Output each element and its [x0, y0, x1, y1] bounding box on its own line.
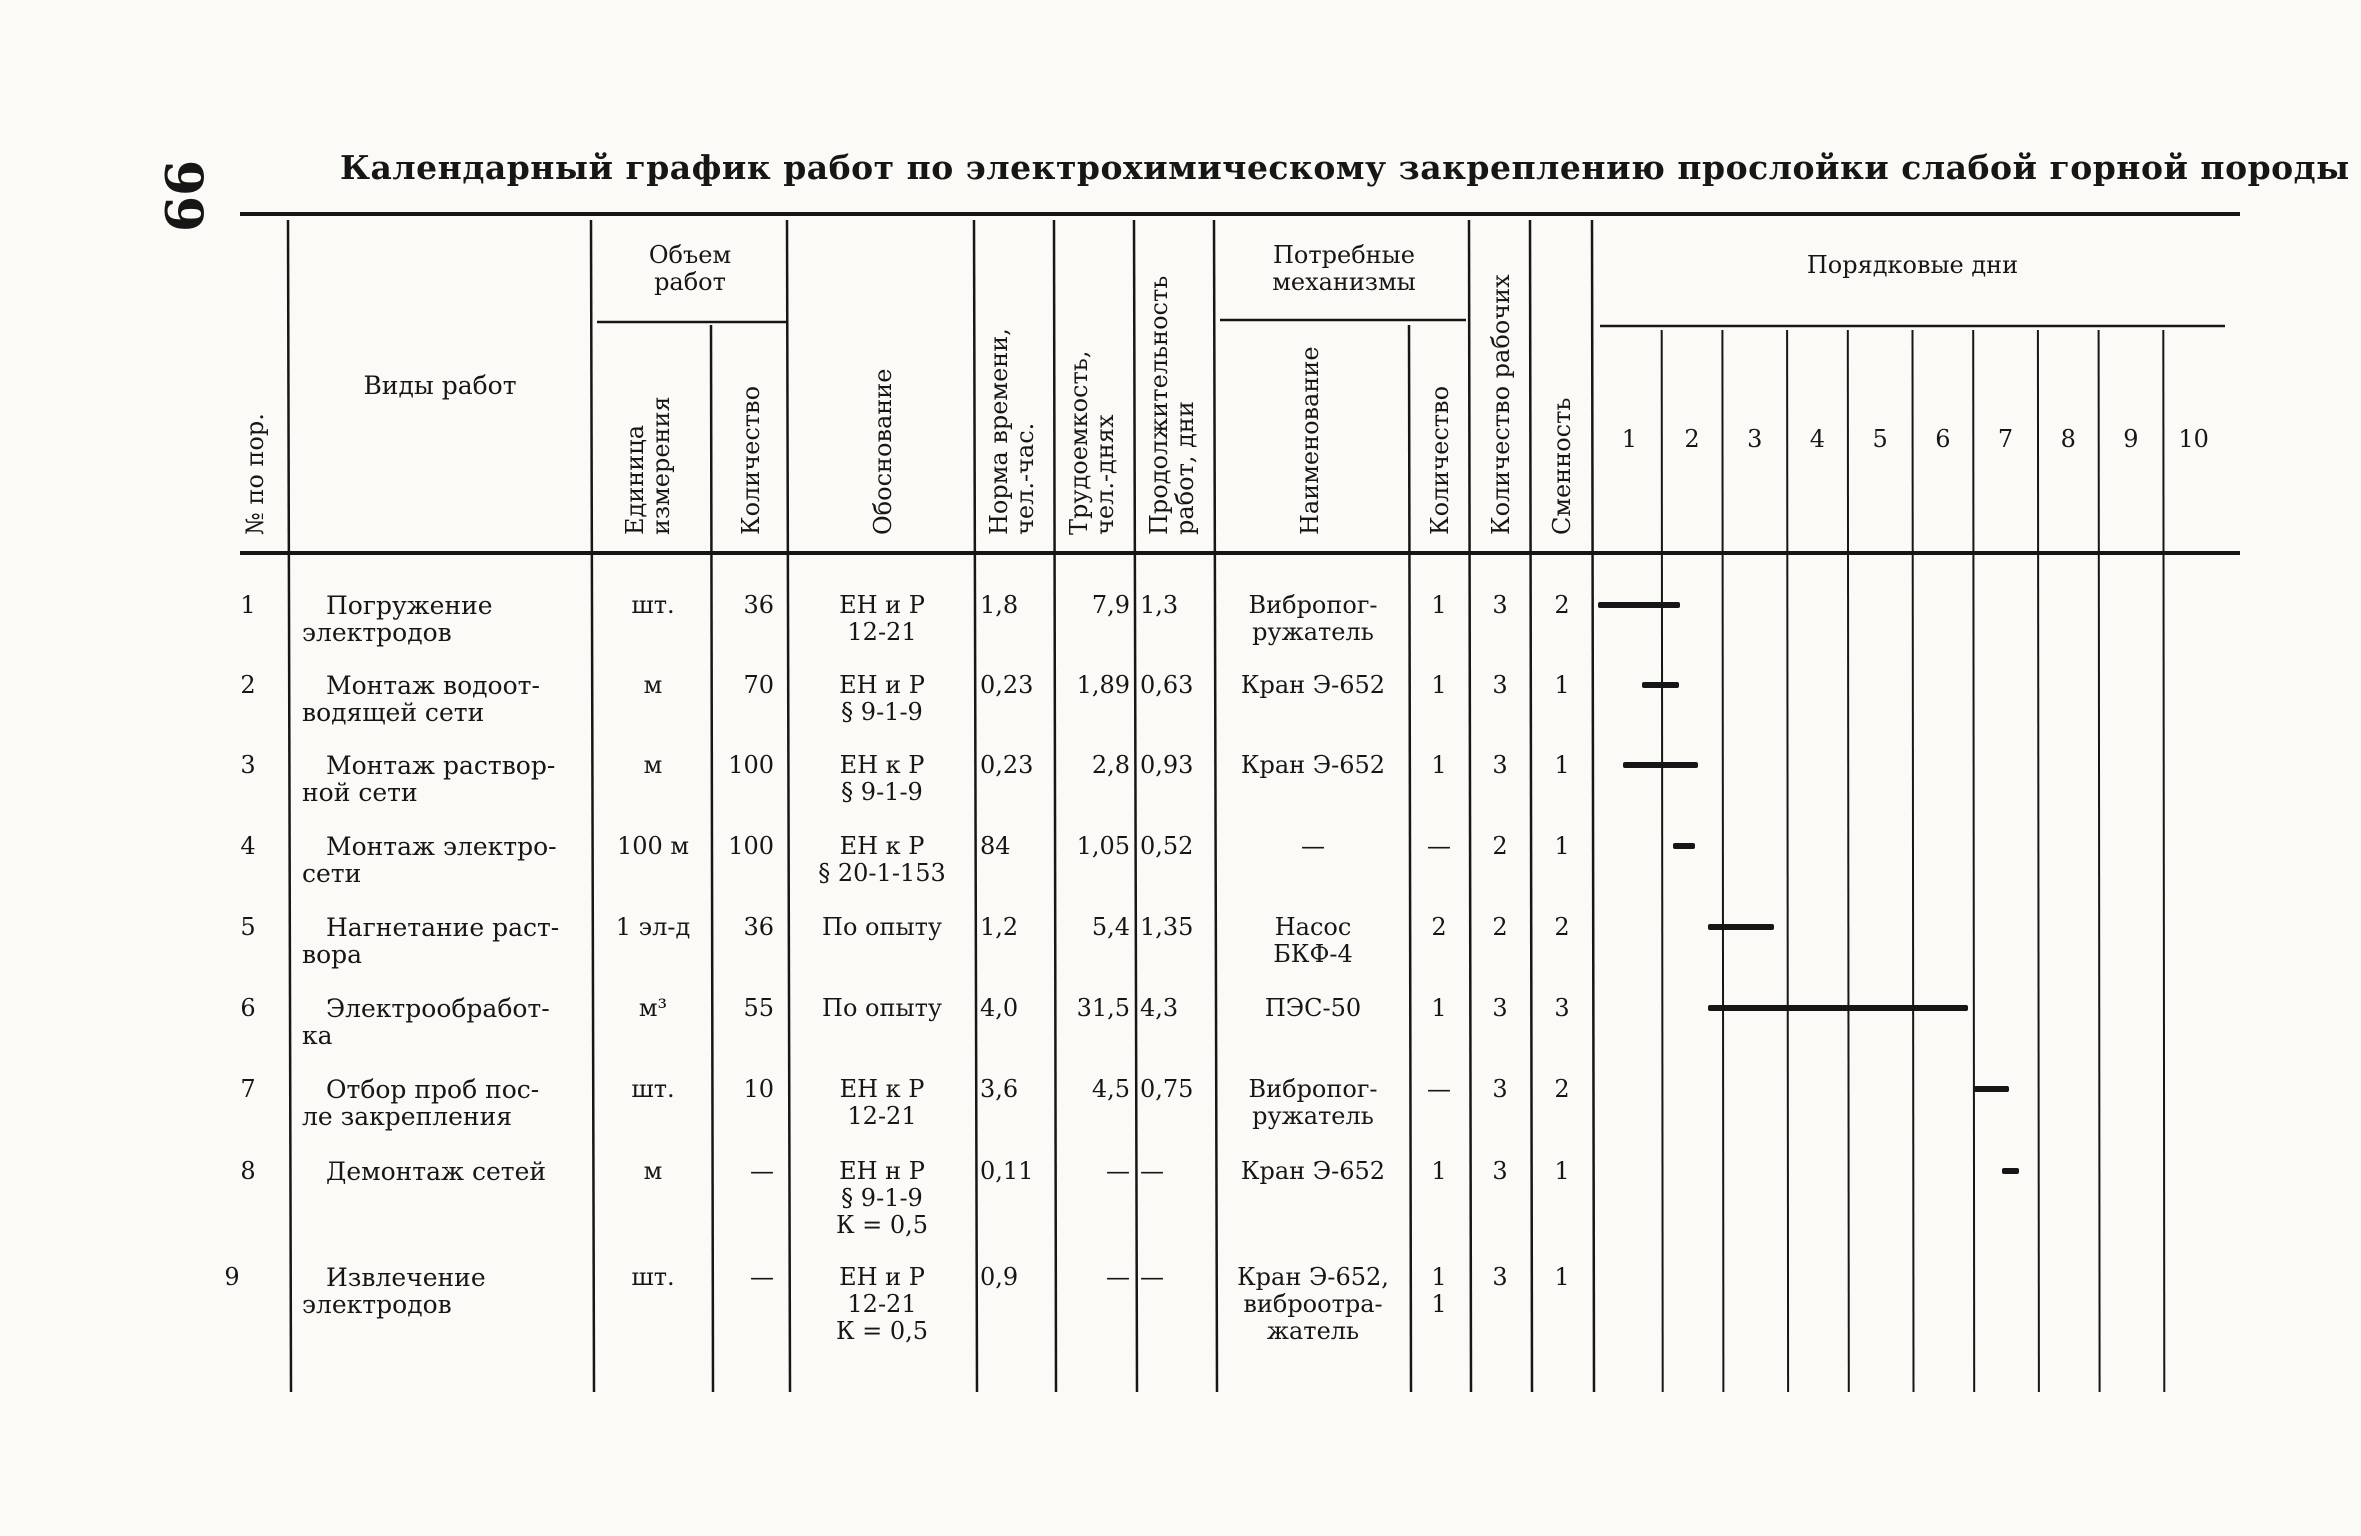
- cell-workers: 3: [1492, 994, 1508, 1022]
- cell-workers: 3: [1492, 591, 1508, 619]
- cell-shifts: 2: [1554, 913, 1570, 941]
- cell-qty: —: [750, 1157, 774, 1185]
- cell-duration: 0,93: [1140, 751, 1194, 779]
- cell-qty: —: [750, 1263, 774, 1291]
- cell-unit: 100 м: [616, 832, 690, 860]
- cell-mqty: 1: [1431, 994, 1447, 1022]
- cell-work: Электрообработ- ка: [302, 994, 550, 1050]
- day-label-4: 4: [1809, 425, 1826, 453]
- cell-qty: 100: [728, 832, 774, 860]
- cell-mech: ПЭС-50: [1264, 994, 1362, 1022]
- header-mechanisms: Потребные механизмы: [1272, 241, 1416, 296]
- header-days-title: Порядковые дни: [1806, 251, 2019, 279]
- cell-norm: 0,23: [980, 751, 1034, 779]
- cell-unit: м: [643, 671, 663, 699]
- cell-unit: м: [643, 1157, 663, 1185]
- cell-norm: 3,6: [980, 1075, 1019, 1103]
- cell-norm: 0,11: [980, 1157, 1034, 1185]
- day-label-6: 6: [1935, 425, 1951, 453]
- cell-workers: 3: [1492, 1263, 1508, 1291]
- cell-qty: 36: [743, 913, 774, 941]
- cell-duration: —: [1140, 1157, 1164, 1185]
- day-label-3: 3: [1747, 425, 1763, 453]
- cell-mech: Кран Э-652: [1240, 751, 1386, 779]
- cell-mech: Кран Э-652: [1240, 671, 1386, 699]
- cell-basis: ЕН к Р § 20-1-153: [818, 832, 946, 887]
- cell-qty: 55: [743, 994, 774, 1022]
- gantt-bar-4: [1673, 843, 1695, 849]
- header-mech-name: Наименование: [1296, 346, 1324, 535]
- header-work: Виды работ: [363, 371, 517, 400]
- cell-shifts: 1: [1554, 671, 1570, 699]
- cell-num: 9: [224, 1263, 240, 1291]
- cell-num: 3: [240, 751, 256, 779]
- cell-basis: ЕН к Р § 9-1-9: [839, 751, 925, 806]
- cell-basis: ЕН к Р 12-21: [839, 1075, 925, 1130]
- day-divider-9: [2163, 330, 2164, 1392]
- cell-norm: 0,23: [980, 671, 1034, 699]
- gantt-bar-6: [1708, 1005, 1968, 1011]
- cell-labor: 4,5: [1091, 1075, 1130, 1103]
- cell-num: 6: [240, 994, 256, 1022]
- cell-shifts: 2: [1554, 1075, 1570, 1103]
- cell-duration: —: [1140, 1263, 1164, 1291]
- cell-mech: Насос БКФ-4: [1273, 913, 1353, 968]
- day-divider-1: [1662, 330, 1663, 1392]
- cell-workers: 3: [1492, 671, 1508, 699]
- gantt-bar-1: [1598, 602, 1680, 608]
- cell-unit: 1 эл-д: [615, 913, 691, 941]
- cell-labor: 2,8: [1091, 751, 1130, 779]
- gantt-bar-2: [1642, 682, 1680, 688]
- cell-norm: 4,0: [980, 994, 1019, 1022]
- day-label-10: 10: [2178, 425, 2209, 453]
- cell-duration: 0,63: [1140, 671, 1194, 699]
- cell-work: Погружение электродов: [302, 591, 493, 647]
- day-label-9: 9: [2123, 425, 2139, 453]
- cell-workers: 2: [1492, 832, 1508, 860]
- cell-qty: 70: [743, 671, 774, 699]
- day-label-7: 7: [1997, 425, 2014, 453]
- header-volume: Объем работ: [648, 241, 732, 296]
- day-label-2: 2: [1684, 425, 1700, 453]
- cell-workers: 3: [1492, 751, 1508, 779]
- cell-norm: 84: [980, 832, 1011, 860]
- cell-shifts: 2: [1554, 591, 1570, 619]
- cell-num: 7: [240, 1075, 256, 1103]
- cell-labor: 5,4: [1091, 913, 1130, 941]
- cell-unit: шт.: [631, 1263, 675, 1291]
- cell-mqty: —: [1427, 1075, 1451, 1103]
- cell-mech: —: [1301, 832, 1325, 860]
- cell-basis: ЕН н Р § 9-1-9 К = 0,5: [835, 1157, 929, 1239]
- cell-unit: шт.: [631, 591, 675, 619]
- page-number: 99: [152, 159, 213, 233]
- header-unit: Единица измерения: [621, 396, 675, 535]
- day-label-8: 8: [2060, 425, 2076, 453]
- cell-labor: 7,9: [1091, 591, 1130, 619]
- cell-num: 5: [240, 913, 256, 941]
- cell-work: Отбор проб пос- ле закрепления: [302, 1075, 540, 1131]
- cell-mqty: 1: [1431, 1157, 1447, 1185]
- cell-num: 2: [240, 671, 256, 699]
- cell-qty: 10: [743, 1075, 774, 1103]
- day-divider-6: [1973, 330, 1974, 1392]
- cell-mqty: 1 1: [1431, 1263, 1447, 1318]
- cell-norm: 1,2: [980, 913, 1019, 941]
- cell-num: 8: [240, 1157, 256, 1185]
- header-norm: Норма времени, чел.-час.: [985, 328, 1039, 535]
- cell-num: 4: [240, 832, 256, 860]
- cell-mqty: 1: [1431, 591, 1447, 619]
- cell-mech: Кран Э-652: [1240, 1157, 1386, 1185]
- cell-basis: ЕН и Р § 9-1-9: [839, 671, 925, 726]
- cell-work: Демонтаж сетей: [326, 1157, 547, 1186]
- cell-shifts: 1: [1554, 751, 1570, 779]
- cell-labor: 1,05: [1076, 832, 1130, 860]
- cell-labor: 1,89: [1076, 671, 1130, 699]
- cell-duration: 1,3: [1140, 591, 1179, 619]
- header-mech-qty: Количество: [1426, 385, 1454, 535]
- header-num: № по пор.: [241, 413, 269, 535]
- gantt-bar-3: [1623, 762, 1698, 768]
- cell-qty: 100: [728, 751, 774, 779]
- cell-labor: 31,5: [1076, 994, 1130, 1022]
- cell-work: Нагнетание раст- вора: [302, 913, 560, 969]
- cell-labor: —: [1106, 1263, 1130, 1291]
- day-divider-8: [2099, 330, 2100, 1392]
- cell-shifts: 1: [1554, 1157, 1570, 1185]
- cell-workers: 2: [1492, 913, 1508, 941]
- cell-num: 1: [240, 591, 256, 619]
- header-workers: Количество рабочих: [1487, 274, 1515, 535]
- day-divider-2: [1722, 330, 1723, 1392]
- header-duration: Продолжительность работ, дни: [1145, 275, 1199, 535]
- cell-duration: 1,35: [1140, 913, 1194, 941]
- gantt-bar-5: [1708, 924, 1774, 930]
- day-label-1: 1: [1621, 425, 1637, 453]
- header-basis: Обоснование: [869, 368, 897, 535]
- cell-qty: 36: [743, 591, 774, 619]
- cell-shifts: 3: [1554, 994, 1570, 1022]
- day-divider-5: [1913, 330, 1914, 1392]
- cell-unit: м: [643, 751, 663, 779]
- cell-basis: По опыту: [822, 994, 942, 1022]
- cell-unit: шт.: [631, 1075, 675, 1103]
- cell-mqty: 1: [1431, 751, 1447, 779]
- cell-unit: м³: [638, 994, 668, 1022]
- cell-norm: 0,9: [980, 1263, 1019, 1291]
- cell-workers: 3: [1492, 1075, 1508, 1103]
- cell-mqty: —: [1427, 832, 1451, 860]
- cell-workers: 3: [1492, 1157, 1508, 1185]
- cell-mqty: 1: [1431, 671, 1447, 699]
- cell-work: Извлечение электродов: [302, 1263, 486, 1319]
- day-label-5: 5: [1872, 425, 1888, 453]
- header-labor: Трудоемкость, чел.-днях: [1065, 350, 1119, 535]
- cell-duration: 0,75: [1140, 1075, 1194, 1103]
- cell-duration: 0,52: [1140, 832, 1194, 860]
- cell-mech: Вибропог- ружатель: [1248, 591, 1378, 646]
- cell-norm: 1,8: [980, 591, 1019, 619]
- header-shifts: Сменность: [1548, 397, 1576, 535]
- cell-labor: —: [1106, 1157, 1130, 1185]
- cell-duration: 4,3: [1140, 994, 1179, 1022]
- day-divider-4: [1848, 330, 1849, 1392]
- cell-shifts: 1: [1554, 1263, 1570, 1291]
- cell-basis: ЕН и Р 12-21 К = 0,5: [835, 1263, 929, 1345]
- cell-mech: Кран Э-652, виброотра- жатель: [1237, 1263, 1389, 1345]
- cell-mqty: 2: [1431, 913, 1447, 941]
- cell-basis: ЕН и Р 12-21: [839, 591, 925, 646]
- cell-work: Монтаж раствор- ной сети: [302, 751, 556, 807]
- gantt-bar-7: [1974, 1086, 2008, 1092]
- cell-work: Монтаж водоот- водящей сети: [302, 671, 540, 727]
- cell-work: Монтаж электро- сети: [302, 832, 557, 888]
- gantt-bar-8: [2002, 1168, 2019, 1174]
- page-title: Календарный график работ по электрохимическому закреплению прослойки слабой горной породы: [340, 148, 2350, 187]
- day-divider-7: [2038, 330, 2039, 1392]
- header-qty: Количество: [737, 385, 765, 535]
- cell-basis: По опыту: [822, 913, 942, 941]
- cell-shifts: 1: [1554, 832, 1570, 860]
- cell-mech: Вибропог- ружатель: [1248, 1075, 1378, 1130]
- day-divider-3: [1787, 330, 1788, 1392]
